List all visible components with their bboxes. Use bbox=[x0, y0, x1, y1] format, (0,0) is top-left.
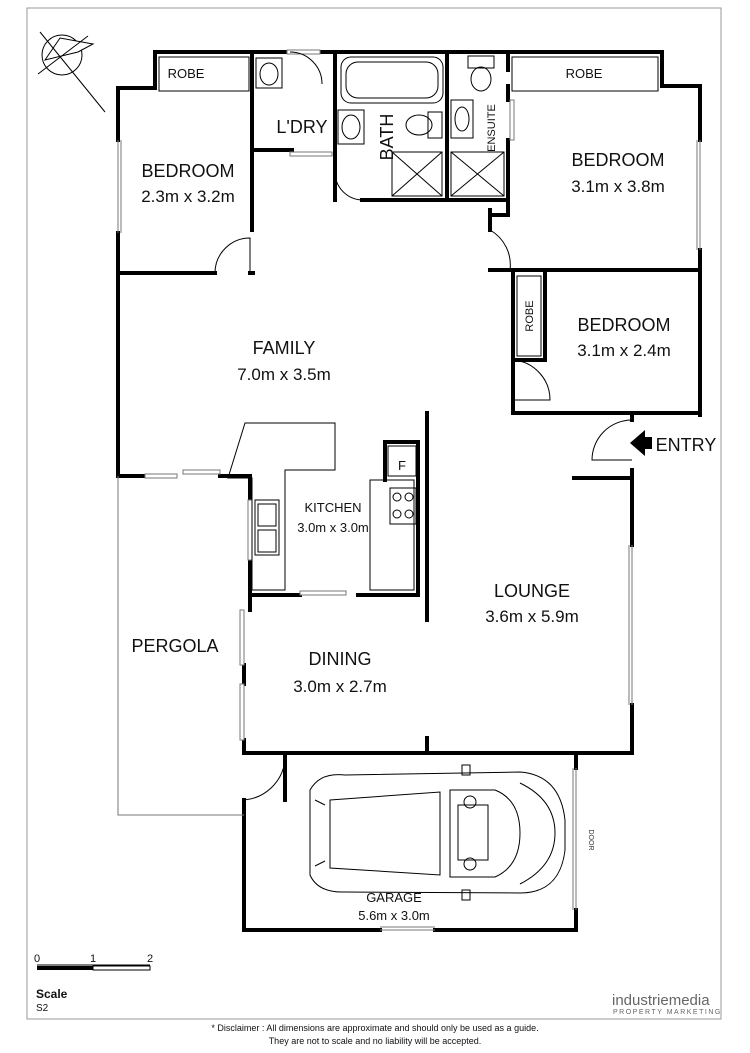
bedroom3-name: BEDROOM bbox=[577, 315, 671, 335]
scale-tick-2: 2 bbox=[146, 953, 154, 965]
bedroom1-dims: 2.3m x 3.2m bbox=[141, 187, 235, 206]
garage-dims: 5.6m x 3.0m bbox=[358, 908, 430, 923]
bath-name: BATH bbox=[377, 113, 397, 161]
pergola-name: PERGOLA bbox=[131, 636, 219, 656]
dining-dims: 3.0m x 2.7m bbox=[293, 677, 387, 696]
fridge-label: F bbox=[398, 458, 406, 473]
scale-tick-1: 1 bbox=[89, 953, 97, 965]
brand-logo: industriemedia bbox=[612, 992, 710, 1009]
kitchen-dims: 3.0m x 3.0m bbox=[297, 520, 369, 535]
entry-arrow-icon bbox=[630, 430, 652, 456]
lounge-dims: 3.6m x 5.9m bbox=[485, 607, 579, 626]
robe-label-bedroom3: ROBE bbox=[524, 300, 536, 332]
brand-tagline: PROPERTY MARKETING bbox=[613, 1009, 722, 1016]
lounge-name: LOUNGE bbox=[493, 581, 571, 601]
robe-label-right: ROBE bbox=[565, 66, 603, 81]
ensuite-name: ENSUITE bbox=[486, 104, 498, 152]
bedroom1-name: BEDROOM bbox=[141, 161, 235, 181]
scale-tick-0: 0 bbox=[33, 953, 41, 965]
scale-bar bbox=[34, 953, 153, 970]
north-arrow-icon bbox=[38, 32, 105, 112]
entry-label: ENTRY bbox=[655, 435, 717, 455]
disclaimer-line2: They are not to scale and no liability will be accepted. bbox=[268, 1036, 482, 1046]
toilet-icon bbox=[406, 112, 442, 138]
bedroom2-name: BEDROOM bbox=[571, 150, 665, 170]
ensuite-basin-icon bbox=[451, 100, 473, 138]
car-icon bbox=[310, 765, 565, 900]
bedroom3-dims: 3.1m x 2.4m bbox=[577, 341, 671, 360]
disclaimer-line1: * Disclaimer : All dimensions are approximate and should only be used as a guide. bbox=[211, 1023, 539, 1033]
family-name: FAMILY bbox=[252, 338, 316, 358]
ensuite-toilet-icon bbox=[468, 56, 494, 91]
cooktop-icon bbox=[390, 488, 416, 524]
robe-label-left: ROBE bbox=[167, 66, 205, 81]
laundry-name: L'DRY bbox=[276, 117, 328, 137]
door-swings bbox=[215, 52, 632, 800]
dining-name: DINING bbox=[308, 649, 372, 669]
kitchen-sink-icon bbox=[255, 500, 279, 555]
bathtub-icon bbox=[341, 57, 443, 103]
garage-name: GARAGE bbox=[366, 890, 422, 905]
scale-title: Scale bbox=[36, 987, 68, 1001]
kitchen-name: KITCHEN bbox=[304, 500, 362, 515]
scale-code: S2 bbox=[36, 1003, 49, 1014]
room-labels bbox=[131, 66, 716, 923]
garage-door-label: DOOR bbox=[587, 829, 594, 851]
kitchen-bench-right bbox=[370, 480, 414, 590]
bedroom2-dims: 3.1m x 3.8m bbox=[571, 177, 665, 196]
family-dims: 7.0m x 3.5m bbox=[237, 365, 331, 384]
